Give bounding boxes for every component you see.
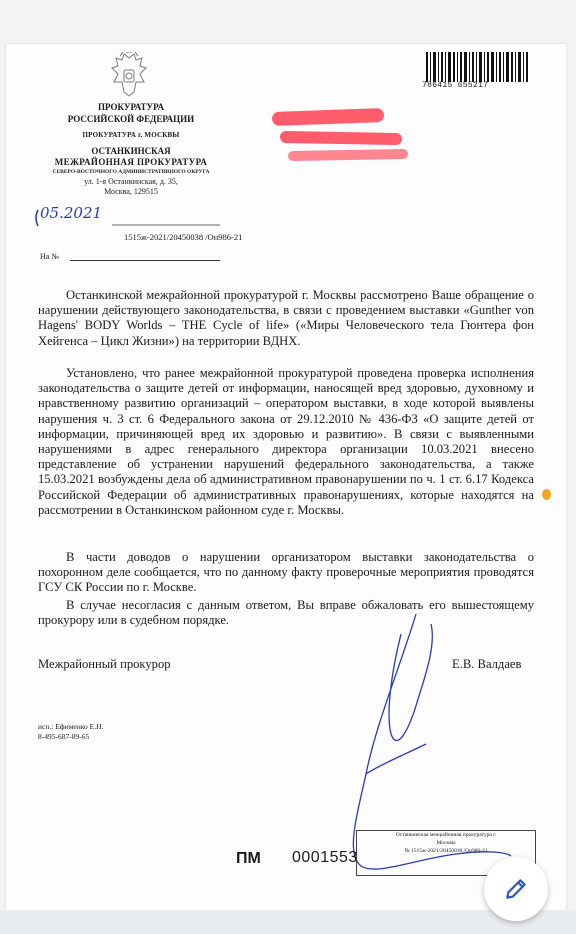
signatory-title: Межрайонный прокурор [38, 657, 171, 671]
header-address-city: Москва, 129515 [104, 187, 158, 196]
header-line-1: ПРОКУРАТУРА [98, 102, 164, 112]
paragraph-text: Останкинской межрайонной прокуратурой г. Москвы рассмотрено Ваше обращение о нарушении действующего законодательства, в связи с проведением выставки «Gunther von Hagens' BODY Worlds – THE Cycle of life» («Миры Человеческого тела Гюнтера фон Хейгенса – Цикл Жизни») на территории ВДНХ. [38, 288, 534, 348]
orange-marker [542, 489, 551, 500]
stamp-line-3: № 1515ж-2021/20450038 /Он986-21 [404, 848, 488, 854]
redaction-mark [280, 131, 402, 145]
redaction-mark [272, 108, 384, 126]
paragraph-text: В случае несогласия с данным ответом, Вы вправе обжаловать его вышестоящему прокурору или в судебном порядке. [38, 598, 534, 628]
redaction-mark [288, 149, 408, 161]
header-address-street: ул. 1-я Останкинская, д. 35, [84, 177, 178, 186]
executor-phone: 8-495-687-89-65 [38, 732, 90, 741]
pm-label: ПМ [236, 850, 261, 867]
edit-button[interactable] [484, 857, 548, 921]
body-paragraph [38, 288, 534, 349]
reference-label: На № [40, 252, 59, 261]
pencil-edit-icon [503, 876, 529, 902]
header-line-6: СЕВЕРО-ВОСТОЧНОГО АДМИНИСТРАТИВНОГО ОКРУГА [52, 169, 210, 175]
header-line-5: МЕЖРАЙОННАЯ ПРОКУРАТУРА [54, 157, 208, 167]
body-paragraph [38, 366, 534, 518]
paragraph-text: В части доводов о нарушении организатором выставки законодательства о похоронном деле сообщается, что по данному факту проверочные мероприятия проводятся ГСУ СК России по г. Москве. [38, 550, 534, 595]
executor-name: исп.: Ефименко Е.Н. [38, 722, 104, 731]
document-page [6, 44, 566, 910]
stamp-line-2: Москвы [436, 840, 456, 846]
header-line-4: ОСТАНКИНСКАЯ [91, 146, 171, 156]
viewer-bottom-strip [0, 910, 576, 934]
pm-number: 0001553 [292, 849, 358, 866]
header-line-2: РОССИЙСКОЙ ФЕДЕРАЦИИ [67, 114, 195, 124]
barcode-digits: 786415 655217 [422, 81, 489, 90]
handwritten-date: 05.2021 [40, 204, 103, 222]
body-paragraph [38, 550, 534, 596]
signatory-name: Е.В. Валдаев [452, 657, 522, 671]
stamp-line-1: Останкинская межрайонная прокуратура г. [395, 832, 497, 838]
executor-info [38, 722, 103, 742]
coat-of-arms-emblem [106, 52, 152, 100]
reference-underline [70, 260, 220, 261]
viewer-top-bar [0, 0, 576, 44]
registration-number: 1515ж-2021/20450038 /Он986-21 [124, 232, 243, 242]
header-line-3: ПРОКУРАТУРА г. МОСКВЫ [82, 131, 180, 139]
paragraph-text: Установлено, что ранее межрайонной прокуратурой проведена проверка исполнения законодательства о защите детей от информации, наносящей вред здоровью, духовному и нравственному развитию организаций – оператором выставки, в ходе которой выявлены нарушения ч. 3 ст. 6 Федерального закона от 29.12.2010 № 436-ФЗ «О защите детей от информации, причиняющей вред их здоровью и развитию». В связи с выявленными нарушениями в адрес генерального директора организации 10.03.2021 внесено представление об устранении нарушений федерального законодательства, а также 15.03.2021 возбуждены дела об административном правонарушении по ч. 1 ст. 6.17 Кодекса Российской Федерации об административных правонарушениях, которые находятся на рассмотрении в Останкинском районном суде г. Москвы. [38, 366, 534, 517]
